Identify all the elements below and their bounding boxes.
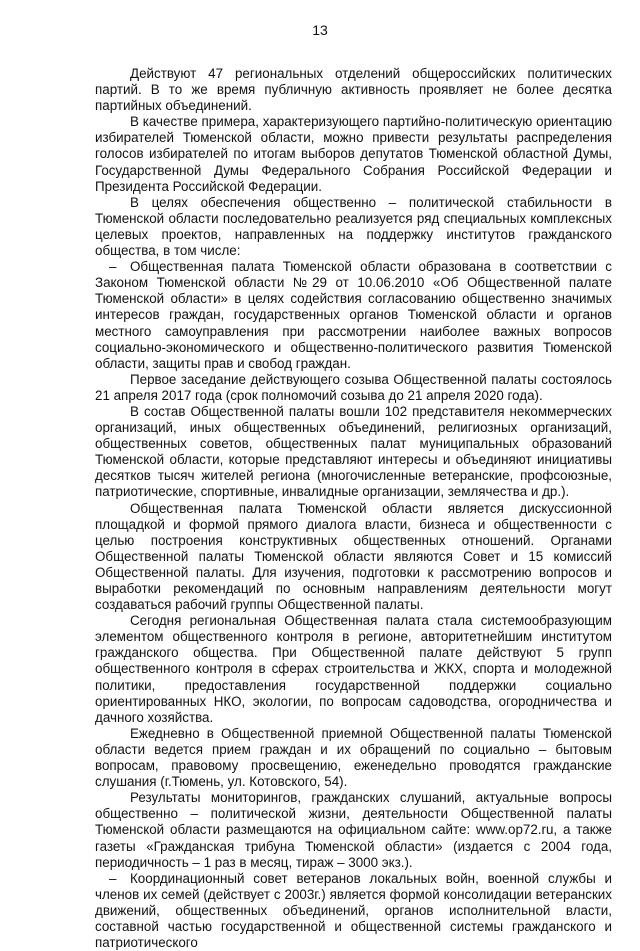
document-body [95,66,612,951]
page-number: 13 [312,22,328,38]
paragraph: Общественная палата Тюменской области является дискуссионной площадкой и формой прямого диалога власти, бизнеса и общественности с целью построения конструктивных общественных отношений. Органами Общественной палаты Тюменской области являются Совет и 15 комиссий Общественной палаты. Для изучения, подготовки к рассмотрению вопросов и выработки рекомендаций по основным направлениям деятельности могут создаваться рабочий группы Общественной палаты. [95,500,612,613]
list-item [95,259,612,372]
list-dash-marker: – [109,870,117,886]
list-item-text: Общественная палата Тюменской области образована в соответствии с Законом Тюменской области №29 от 10.06.2010 «Об Общественной палате Тюменской области» в целях содействия согласованию общественно значимых интересов граждан, государственных органов Тюменской области и органов местного самоуправления при рассмотрении наиболее важных вопросов социально-экономического и общественно-политического развития Тюменской области, защиты прав и свобод граждан. [95,259,612,371]
paragraph: Ежедневно в Общественной приемной Общественной палаты Тюменской области ведется прием граждан и их обращений по социально – бытовым вопросам, правовому просвещению, еженедельно проводятся гражданские слушания (г.Тюмень, ул. Котовского, 54). [95,725,612,790]
list-dash-marker: – [109,259,117,275]
paragraph: Действуют 47 региональных отделений общероссийских политических партий. В то же время публичную активность проявляет не более десятка партийных объединений. [95,66,612,114]
paragraph: В состав Общественной палаты вошли 102 представителя некоммерческих организаций, иных общественных объединений, религиозных организаций, общественных советов, общественных палат муниципальных образований Тюменской области, которые представляют интересы и объединяют инициативы десятков тысяч жителей региона (многочисленные ветеранские, профсоюзные, патриотические, спортивные, инвалидные организации, землячества и др.). [95,403,612,500]
list-item [95,871,612,951]
paragraph: Первое заседание действующего созыва Общественной палаты состоялось 21 апреля 2017 года (срок полномочий созыва до 21 апреля 2020 года). [95,371,612,403]
paragraph: Сегодня региональная Общественная палата стала системообразующим элементом общественного контроля в регионе, авторитетнейшим институтом гражданского общества. При Общественной палате действуют 5 групп общественного контроля в сферах строительства и ЖКХ, спорта и молодежной политики, предоставления государственной поддержки социально ориентированных НКО, экологии, по вопросам садоводства, огородничества и дачного хозяйства. [95,613,612,725]
paragraph: В целях обеспечения общественно – политической стабильности в Тюменской области последовательно реализуется ряд специальных комплексных целевых проектов, направленных на поддержку институтов гражданского общества, в том числе: [95,194,612,259]
paragraph: В качестве примера, характеризующего партийно-политическую ориентацию избирателей Тюменской области, можно привести результаты распределения голосов избирателей по итогам выборов депутатов Тюменской областной Думы, Государственной Думы Федерального Собрания Российской Федерации и Президента Российской Федерации. [95,114,612,194]
list-item-text: Координационный совет ветеранов локальных войн, военной службы и членов их семей (действует с 2003г.) является формой консолидации ветеранских движений, общественных объединений, органов исполнительной власти, составной частью государственной и общественной системы гражданского и патриотического [95,870,612,951]
paragraph: Результаты мониторингов, гражданских слушаний, актуальные вопросы общественно – политической жизни, деятельности Общественной палаты Тюменской области размещаются на официальном сайте: www.op72.ru, а также газеты «Гражданская трибуна Тюменской области» (издается с 2004 года, периодичность – 1 раз в месяц, тираж – 3000 экз.). [95,790,612,870]
